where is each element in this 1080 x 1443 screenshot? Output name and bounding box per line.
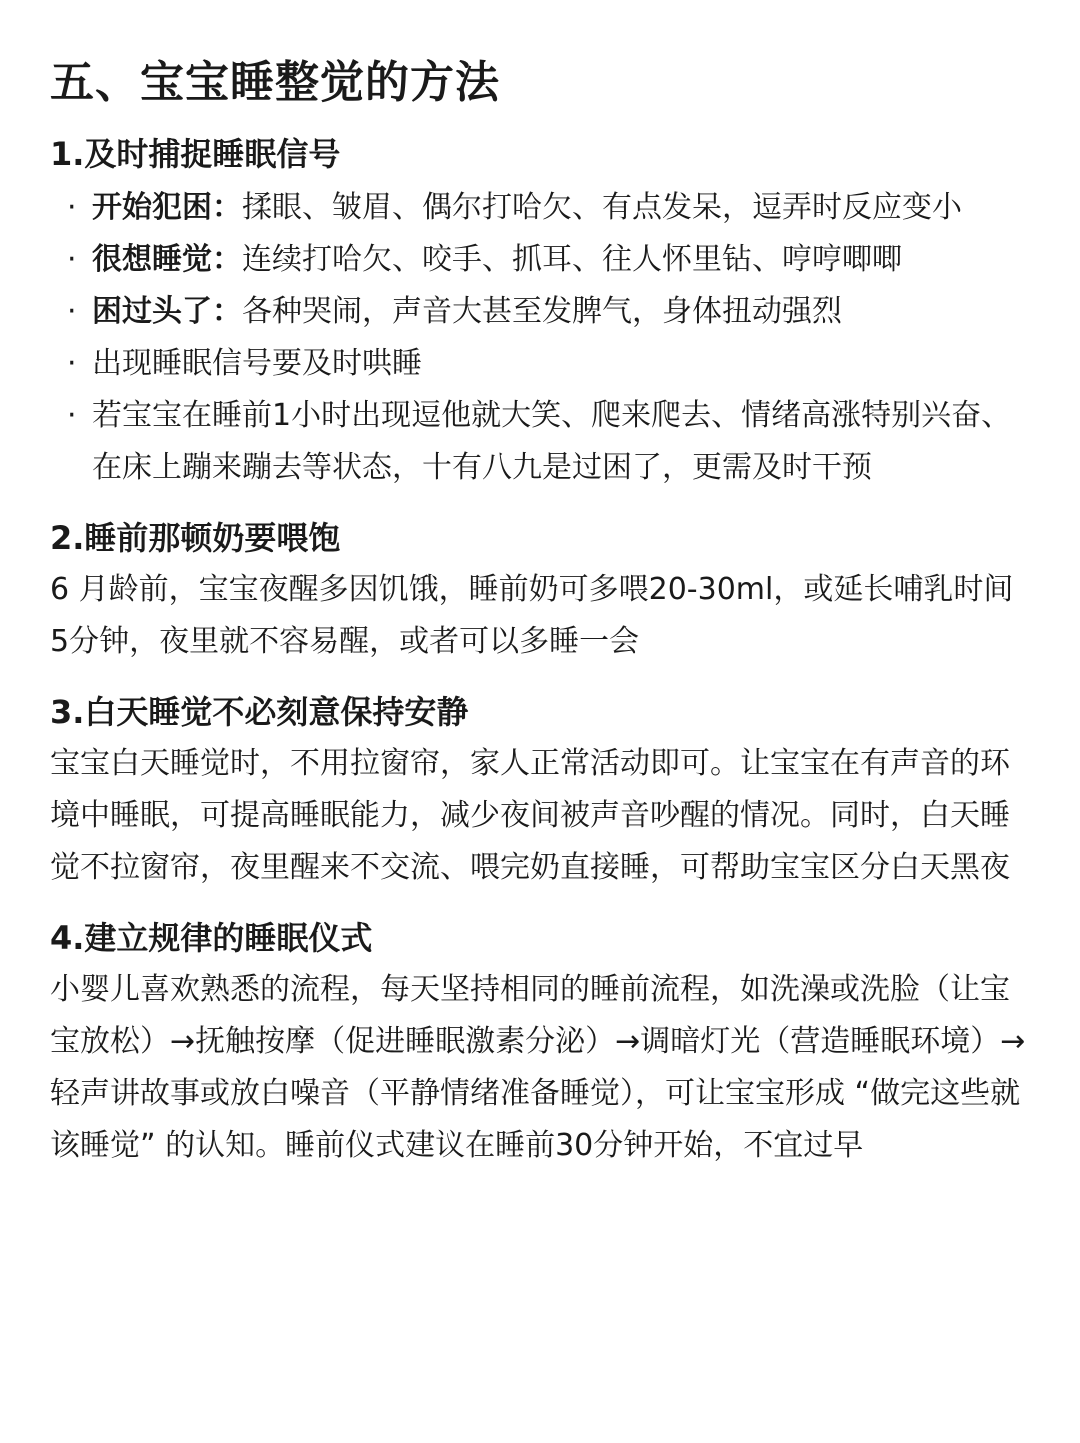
bullet-label: 困过头了：	[92, 294, 242, 329]
section-heading: 3.白天睡觉不必刻意保持安静	[50, 693, 469, 731]
bullet-item	[50, 182, 1030, 234]
bullet-dot-icon: ·	[67, 398, 77, 433]
bullet-item	[50, 286, 1030, 338]
section-1	[50, 128, 1030, 494]
bullet-item	[50, 234, 1030, 286]
page-title: 五、宝宝睡整觉的方法	[50, 57, 500, 108]
section-3	[50, 686, 1030, 894]
bullet-item	[50, 390, 1030, 494]
bullet-list	[50, 182, 1030, 494]
bullet-dot-icon: ·	[67, 346, 77, 381]
bullet-text: 连续打哈欠、咬手、抓耳、往人怀里钻、哼哼唧唧	[242, 242, 902, 277]
section-4	[50, 912, 1030, 1172]
section-heading: 2.睡前那顿奶要喂饱	[50, 519, 341, 557]
bullet-dot-icon: ·	[67, 294, 77, 329]
section-2	[50, 512, 1030, 668]
bullet-item	[50, 338, 1030, 390]
section-heading: 1.及时捕捉睡眠信号	[50, 135, 341, 173]
bullet-dot-icon: ·	[67, 242, 77, 277]
bullet-label: 开始犯困：	[92, 190, 242, 225]
bullet-text: 揉眼、皱眉、偶尔打哈欠、有点发呆，逗弄时反应变小	[242, 190, 962, 225]
bullet-text: 出现睡眠信号要及时哄睡	[92, 346, 422, 381]
bullet-text: 各种哭闹，声音大甚至发脾气，身体扭动强烈	[242, 294, 842, 329]
section-body: 小婴儿喜欢熟悉的流程，每天坚持相同的睡前流程，如洗澡或洗脸（让宝宝放松）→抚触按摩（促进睡眠激素分泌）→调暗灯光（营造睡眠环境）→轻声讲故事或放白噪音（平静情绪准备睡觉），可让宝宝形成 “做完这些就该睡觉” 的认知。睡前仪式建议在睡前30分钟开始，不宜过早	[50, 972, 1026, 1163]
bullet-label: 很想睡觉：	[92, 242, 242, 277]
bullet-dot-icon: ·	[67, 190, 77, 225]
bullet-text: 若宝宝在睡前1小时出现逗他就大笑、爬来爬去、情绪高涨特别兴奋、在床上蹦来蹦去等状态，十有八九是过困了，更需及时干预	[92, 398, 1012, 485]
section-heading: 4.建立规律的睡眠仪式	[50, 919, 373, 957]
section-body: 6 月龄前，宝宝夜醒多因饥饿，睡前奶可多喂20-30ml，或延长哺乳时间5分钟，夜里就不容易醒，或者可以多睡一会	[50, 572, 1014, 659]
section-body: 宝宝白天睡觉时，不用拉窗帘，家人正常活动即可。让宝宝在有声音的环境中睡眠，可提高睡眠能力，减少夜间被声音吵醒的情况。同时，白天睡觉不拉窗帘，夜里醒来不交流、喂完奶直接睡，可帮助宝宝区分白天黑夜	[50, 746, 1010, 885]
